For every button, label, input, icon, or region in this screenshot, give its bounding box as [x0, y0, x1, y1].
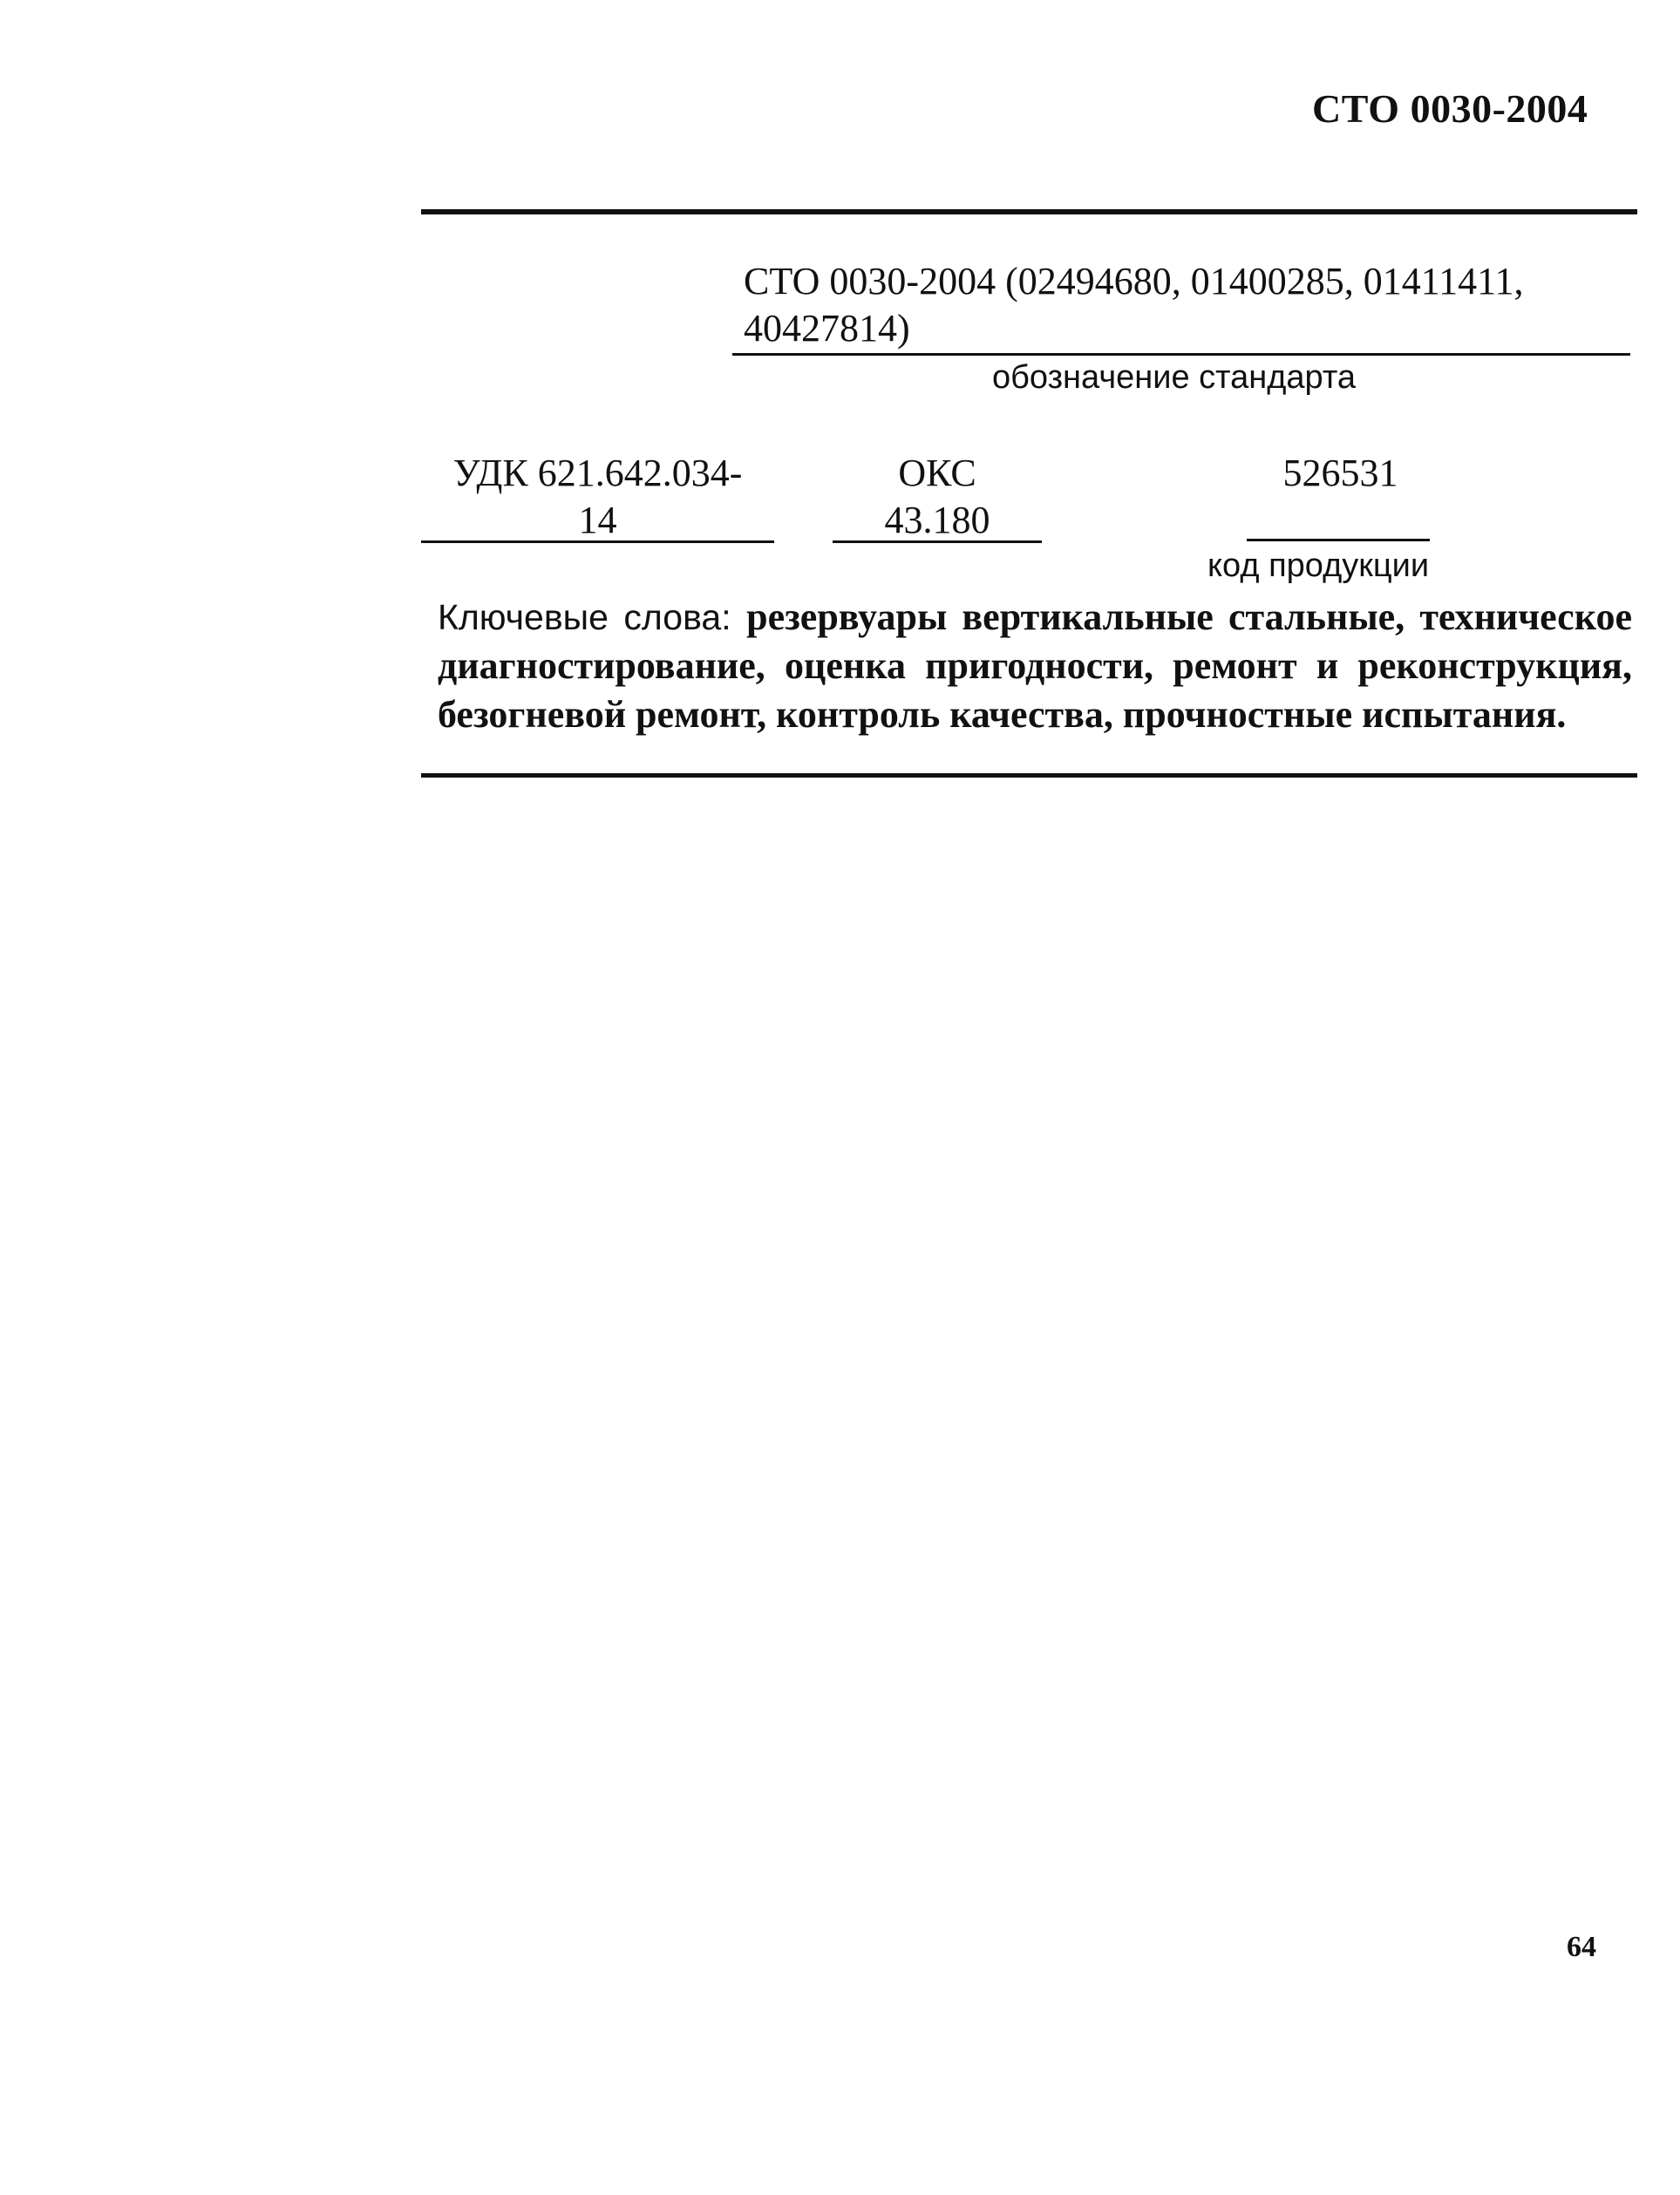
product-code-underline	[1247, 539, 1430, 541]
udk-underline	[421, 540, 774, 543]
document-code-header: СТО 0030-2004	[1312, 86, 1588, 131]
udk-line-2: 14	[578, 499, 617, 541]
oks-underline	[833, 540, 1042, 543]
designation-underline	[732, 353, 1630, 356]
designation-caption: обозначение стандарта	[992, 359, 1356, 396]
udk-line-1: УДК 621.642.034-	[452, 452, 743, 494]
top-rule	[421, 209, 1637, 214]
product-code-field	[1242, 450, 1439, 497]
keywords-label: Ключевые слова:	[438, 597, 747, 637]
keywords-text: резервуары вертикальные стальные, техническое диагностирование, оценка пригодности, ремонт и реконструкция, безогневой ремонт, контроль качества, прочностные испытания.	[438, 595, 1632, 736]
udk-field	[421, 450, 774, 544]
product-code-caption: код продукции	[1207, 547, 1430, 584]
product-code-value: 526531	[1282, 452, 1398, 494]
bottom-rule	[421, 773, 1637, 778]
keywords-paragraph	[438, 593, 1632, 739]
oks-line-1: ОКС	[898, 452, 976, 494]
oks-field	[833, 450, 1042, 544]
designation-line-2: 40427814)	[744, 307, 910, 350]
designation-line-1: СТО 0030-2004 (02494680, 01400285, 01411411,	[744, 260, 1524, 302]
oks-line-2: 43.180	[884, 499, 990, 541]
standard-designation	[744, 258, 1642, 352]
page-number: 64	[1567, 1931, 1596, 1963]
